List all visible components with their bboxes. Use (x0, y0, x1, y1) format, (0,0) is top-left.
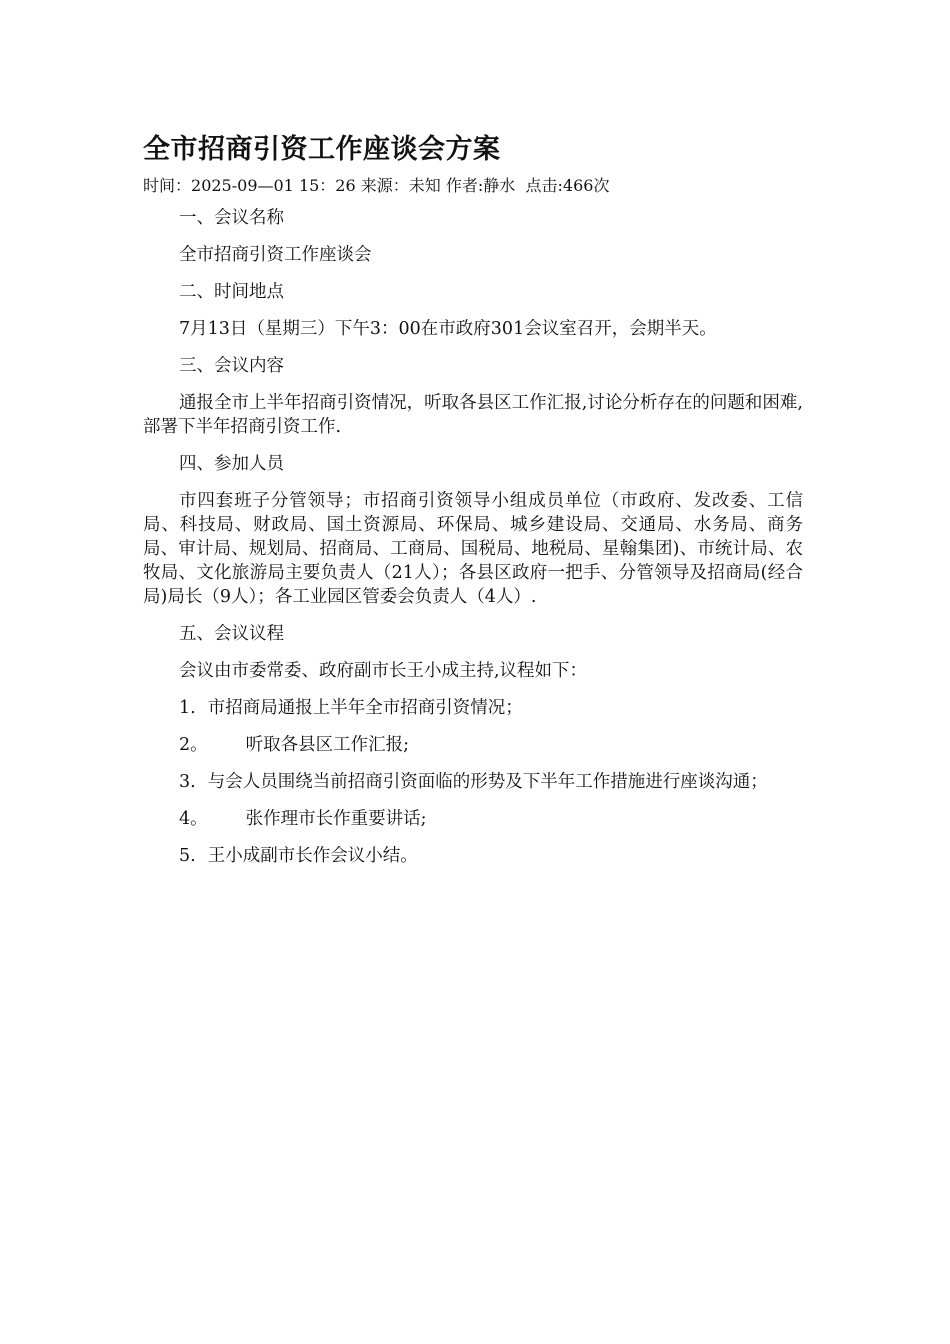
agenda-item-number: 5. (179, 846, 196, 866)
agenda-item-number: 3. (179, 772, 196, 792)
agenda-item-text: 张作理市长作重要讲话; (245, 809, 427, 829)
meta-author-value: 静水 (483, 176, 516, 195)
section-text-content: 通报全市上半年招商引资情况，听取各县区工作汇报,讨论分析存在的问题和困难,部署下半年招商引资工作. (143, 393, 803, 437)
agenda-item-text: 王小成副市长作会议小结。 (207, 846, 418, 866)
section-text-name: 全市招商引资工作座谈会 (179, 245, 372, 265)
agenda-item (143, 696, 803, 720)
agenda-item-number: 2。 (179, 735, 208, 755)
section-text-participants: 市四套班子分管领导；市招商引资领导小组成员单位（市政府、发改委、工信局、科技局、财政局、国土资源局、环保局、城乡建设局、交通局、水务局、商务局、审计局、规划局、招商局、工商局、国税局、地税局、星翰集团)、市统计局、农牧局、文化旅游局主要负责人（21人）；各县区政府一把手、分管领导及招商局(经合局)局长（9人）；各工业园区管委会负责人（4人）. (143, 491, 803, 607)
document-title: 全市招商引资工作座谈会方案 (143, 134, 501, 165)
agenda-item (143, 733, 803, 757)
agenda-item-text: 市招商局通报上半年全市招商引资情况； (207, 698, 523, 718)
meta-clicks-unit: 次 (593, 176, 610, 195)
document-meta (143, 174, 803, 198)
meta-source-label: 来源： (360, 176, 409, 195)
meta-source-value: 未知 (408, 176, 441, 195)
section-text-time-place: 7月13日（星期三）下午3：00在市政府301会议室召开，会期半天。 (179, 319, 717, 339)
section-heading-content: 三、会议内容 (179, 356, 284, 376)
agenda-item (143, 807, 803, 831)
meta-clicks-value: 466 (562, 176, 594, 195)
agenda-item-text: 听取各县区工作汇报; (245, 735, 410, 755)
agenda-item-text: 与会人员围绕当前招商引资面临的形势及下半年工作措施进行座谈沟通； (207, 772, 768, 792)
document-page (143, 130, 803, 868)
meta-clicks-label: 点击: (525, 176, 563, 195)
agenda-item (143, 770, 803, 794)
section-heading-time-place: 二、时间地点 (179, 282, 284, 302)
agenda-item-number: 4。 (179, 809, 208, 829)
meta-time-value: 2025-09—01 15：26 (191, 176, 356, 195)
document-body (143, 206, 803, 868)
meta-time-label: 时间： (143, 176, 192, 195)
section-text-agenda-intro: 会议由市委常委、政府副市长王小成主持,议程如下： (179, 661, 588, 681)
section-heading-agenda: 五、会议议程 (179, 624, 284, 644)
agenda-item (143, 844, 803, 868)
meta-author-label: 作者: (445, 176, 484, 195)
agenda-item-number: 1. (179, 698, 196, 718)
section-heading-name: 一、会议名称 (179, 208, 284, 228)
section-heading-participants: 四、参加人员 (179, 454, 284, 474)
